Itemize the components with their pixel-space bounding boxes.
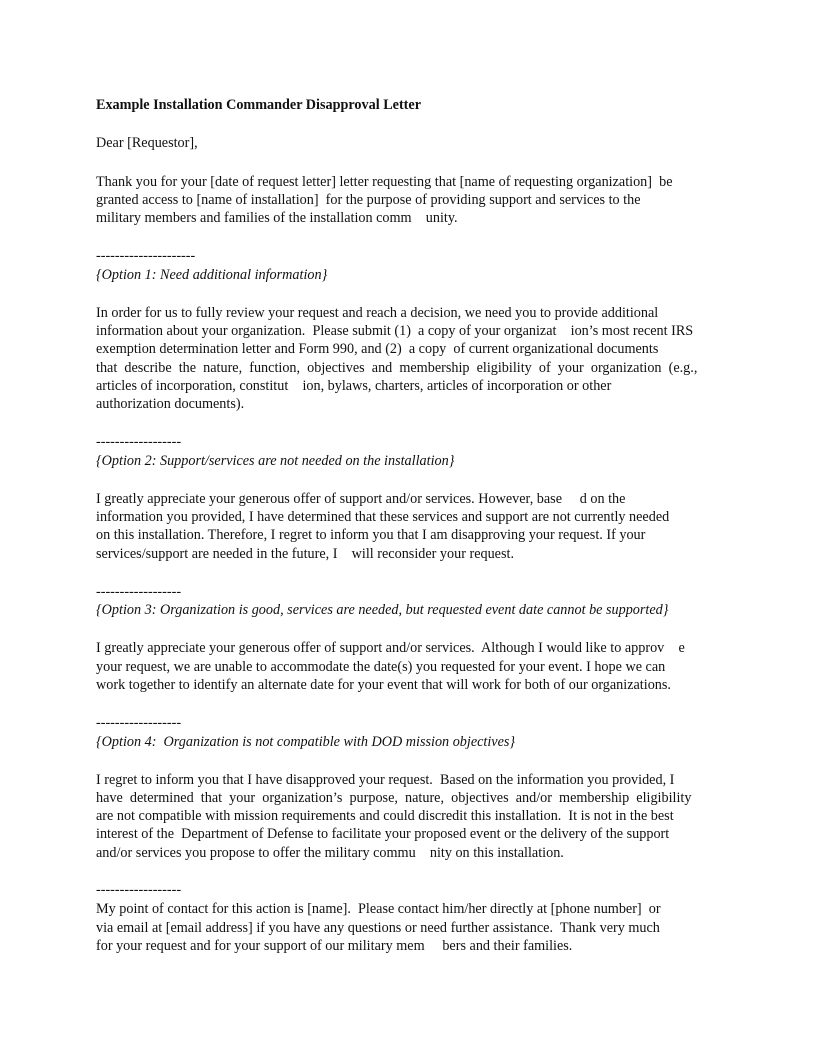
option-body-line: articles of incorporation, constitut ion, bylaws, charters, articles of incorporation or other bbox=[96, 378, 612, 394]
option-body-line: services/support are needed in the future, I will reconsider your request. bbox=[96, 546, 514, 562]
closing-line: My point of contact for this action is [name]. Please contact him/her directly at [phone number] or bbox=[96, 901, 661, 917]
option-body-line: authorization documents). bbox=[96, 396, 245, 412]
option-body-line: have determined that your organization’s purpose, nature, objectives and/or membership eligibility bbox=[96, 790, 692, 806]
salutation: Dear [Requestor], bbox=[96, 135, 198, 151]
option-body-line: information about your organization. Please submit (1) a copy of your organizat ion’s most recent IRS bbox=[96, 323, 694, 339]
intro-line: military members and families of the installation comm unity. bbox=[96, 210, 458, 226]
intro-line: Thank you for your [date of request letter] letter requesting that [name of requesting organization] be bbox=[96, 174, 673, 190]
option-heading: {Option 3: Organization is good, services are needed, but requested event date cannot be supported} bbox=[96, 602, 669, 618]
option-body-line: In order for us to fully review your request and reach a decision, we need you to provide additional bbox=[96, 305, 659, 321]
option-body-line: I greatly appreciate your generous offer of support and/or services. Although I would like to approv e bbox=[96, 640, 685, 656]
option-body-line: that describe the nature, function, objectives and membership eligibility of your organization (e.g., bbox=[96, 360, 698, 376]
option-body-line: I greatly appreciate your generous offer of support and/or services. However, base d on the bbox=[96, 491, 626, 507]
option-separator: ------------------ bbox=[96, 715, 182, 731]
closing-separator: ------------------ bbox=[96, 882, 182, 898]
option-body-line: and/or services you propose to offer the military commu nity on this installation. bbox=[96, 845, 564, 861]
option-body-line: I regret to inform you that I have disapproved your request. Based on the information you provided, I bbox=[96, 772, 675, 788]
option-separator: --------------------- bbox=[96, 248, 196, 264]
option-heading: {Option 2: Support/services are not needed on the installation} bbox=[96, 453, 455, 469]
option-heading: {Option 4: Organization is not compatible with DOD mission objectives} bbox=[96, 734, 516, 750]
intro-line: granted access to [name of installation] for the purpose of providing support and services to the bbox=[96, 192, 641, 208]
option-body-line: interest of the Department of Defense to facilitate your proposed event or the delivery of the support bbox=[96, 826, 670, 842]
option-body-line: work together to identify an alternate date for your event that will work for both of our organizations. bbox=[96, 677, 671, 693]
option-body-line: information you provided, I have determined that these services and support are not currently needed bbox=[96, 509, 670, 525]
option-separator: ------------------ bbox=[96, 584, 182, 600]
option-body-line: on this installation. Therefore, I regret to inform you that I am disapproving your request. If your bbox=[96, 527, 646, 543]
option-heading: {Option 1: Need additional information} bbox=[96, 267, 328, 283]
closing-line: via email at [email address] if you have any questions or need further assistance. Thank very much bbox=[96, 920, 660, 936]
option-body-line: exemption determination letter and Form 990, and (2) a copy of current organizational documents bbox=[96, 341, 659, 357]
closing-line: for your request and for your support of our military mem bers and their families. bbox=[96, 938, 573, 954]
option-separator: ------------------ bbox=[96, 434, 182, 450]
document-title: Example Installation Commander Disapproval Letter bbox=[96, 97, 422, 113]
option-body-line: are not compatible with mission requirements and could discredit this installation. It is not in the best bbox=[96, 808, 674, 824]
option-body-line: your request, we are unable to accommodate the date(s) you requested for your event. I hope we can bbox=[96, 659, 666, 675]
